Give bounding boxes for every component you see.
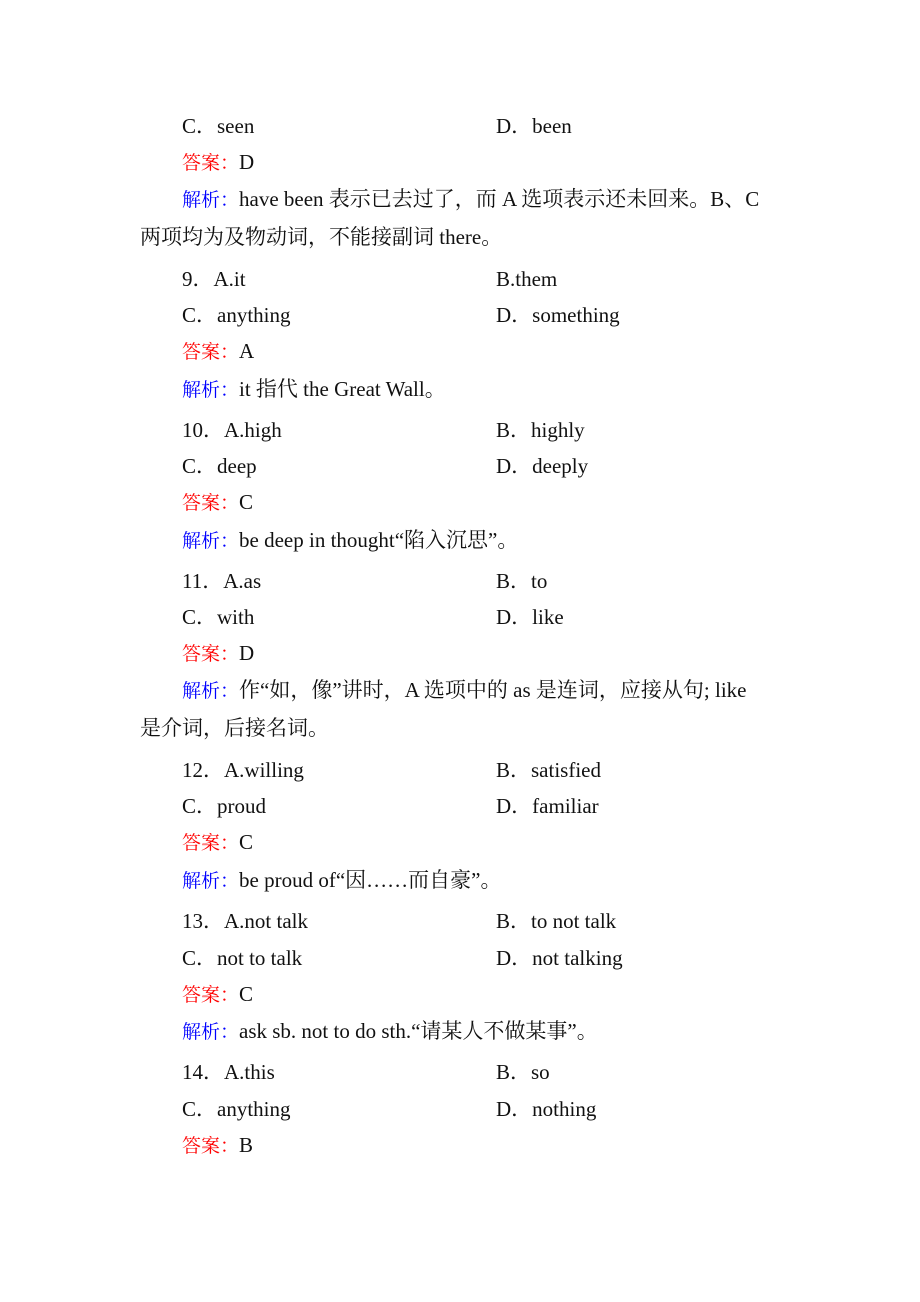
analysis-continuation: 两项均为及物动词，不能接副词 there。 bbox=[140, 225, 503, 249]
option-right: B．highly bbox=[496, 418, 585, 442]
answer-label: 答案： bbox=[182, 1135, 240, 1157]
option-right: D．like bbox=[496, 605, 564, 629]
answer-line bbox=[182, 640, 254, 667]
option-left: C．anything bbox=[182, 1097, 291, 1121]
analysis-label: 解析： bbox=[182, 189, 240, 211]
answer-value: C bbox=[239, 830, 254, 854]
answer-label: 答案： bbox=[182, 643, 240, 665]
analysis-text: it 指代 the Great Wall。 bbox=[239, 377, 446, 401]
option-left: C．seen bbox=[182, 114, 255, 138]
analysis-text: ask sb. not to do sth.“请某人不做某事”。 bbox=[239, 1019, 598, 1043]
option-left: C．proud bbox=[182, 794, 266, 818]
option-right: D．deeply bbox=[496, 454, 589, 478]
answer-line bbox=[182, 981, 253, 1008]
analysis-line bbox=[182, 186, 759, 213]
option-left: C．with bbox=[182, 605, 255, 629]
answer-label: 答案： bbox=[182, 152, 240, 174]
answer-line bbox=[182, 1132, 253, 1159]
option-left: 12．A.willing bbox=[182, 758, 304, 782]
answer-label: 答案： bbox=[182, 341, 240, 363]
answer-value: C bbox=[239, 982, 254, 1006]
answer-line bbox=[182, 829, 253, 856]
option-left: 13．A.not talk bbox=[182, 909, 308, 933]
option-left: 10．A.high bbox=[182, 418, 282, 442]
option-right: D．familiar bbox=[496, 794, 599, 818]
analysis-label: 解析： bbox=[182, 530, 240, 552]
option-right: D．nothing bbox=[496, 1097, 597, 1121]
answer-line bbox=[182, 338, 254, 365]
option-right: B．so bbox=[496, 1060, 550, 1084]
analysis-text: have been 表示已去过了，而 A 选项表示还未回来。B、C bbox=[239, 187, 760, 211]
answer-line bbox=[182, 489, 253, 516]
option-left: C．not to talk bbox=[182, 946, 303, 970]
answer-value: B bbox=[239, 1133, 254, 1157]
analysis-label: 解析： bbox=[182, 680, 240, 702]
analysis-text: 作“如，像”讲时，A 选项中的 as 是连词，应接从句; like bbox=[239, 678, 747, 702]
analysis-line bbox=[182, 867, 501, 894]
answer-label: 答案： bbox=[182, 492, 240, 514]
option-left: C．deep bbox=[182, 454, 257, 478]
option-right: D．not talking bbox=[496, 946, 623, 970]
analysis-label: 解析： bbox=[182, 1021, 240, 1043]
analysis-label: 解析： bbox=[182, 870, 240, 892]
option-right: B．satisfied bbox=[496, 758, 601, 782]
analysis-line bbox=[182, 376, 446, 403]
answer-label: 答案： bbox=[182, 832, 240, 854]
option-right: B．to not talk bbox=[496, 909, 617, 933]
analysis-text: be deep in thought“陷入沉思”。 bbox=[239, 528, 519, 552]
option-right: D．something bbox=[496, 303, 620, 327]
option-left: 11．A.as bbox=[182, 569, 262, 593]
analysis-line bbox=[182, 1018, 598, 1045]
answer-value: A bbox=[239, 339, 255, 363]
analysis-line bbox=[182, 677, 746, 704]
option-left: 9．A.it bbox=[182, 267, 246, 291]
analysis-text: be proud of“因……而自豪”。 bbox=[239, 868, 502, 892]
option-left: 14．A.this bbox=[182, 1060, 275, 1084]
analysis-label: 解析： bbox=[182, 379, 240, 401]
answer-line bbox=[182, 149, 254, 176]
answer-value: D bbox=[239, 150, 255, 174]
answer-value: D bbox=[239, 641, 255, 665]
option-right: B．to bbox=[496, 569, 548, 593]
option-right: B.them bbox=[496, 267, 558, 291]
option-right: D．been bbox=[496, 114, 572, 138]
answer-value: C bbox=[239, 490, 254, 514]
option-left: C．anything bbox=[182, 303, 291, 327]
analysis-continuation: 是介词，后接名词。 bbox=[140, 716, 329, 740]
answer-label: 答案： bbox=[182, 984, 240, 1006]
analysis-line bbox=[182, 527, 518, 554]
